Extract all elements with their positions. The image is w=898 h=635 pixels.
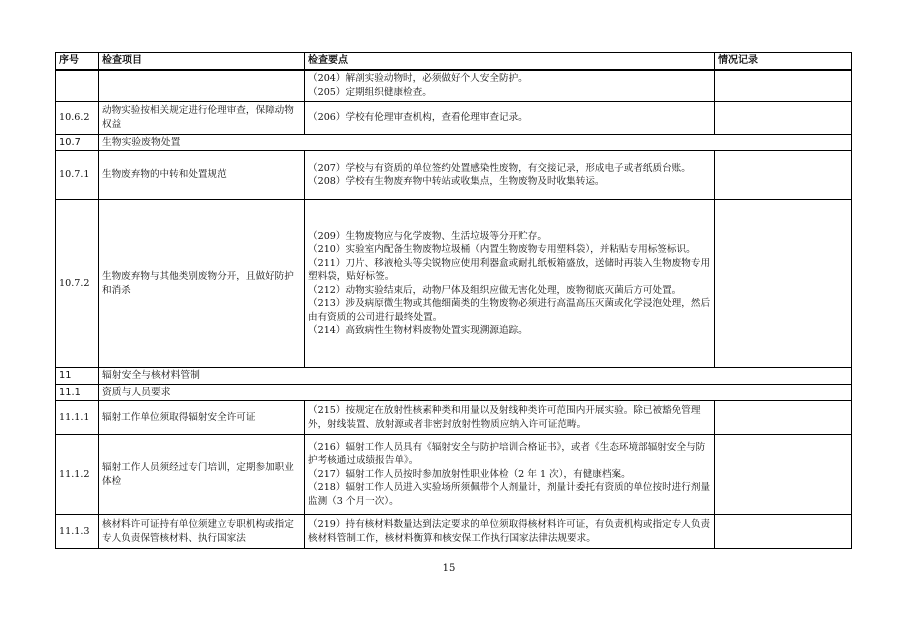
row-points	[305, 515, 715, 549]
record-cell[interactable]	[715, 200, 852, 368]
key-point: （207）学校与有资质的单位签约处置感染性废物，有交接记录，形成电子或者纸质台账。	[308, 162, 691, 174]
section-row	[56, 368, 852, 385]
table-row	[56, 200, 852, 368]
record-cell[interactable]	[715, 101, 852, 134]
header-item: 检查项目	[99, 53, 305, 71]
record-cell[interactable]	[715, 70, 852, 101]
key-point: （219）持有核材料数量达到法定要求的单位须取得核材料许可证，有负责机构或指定专人负责核材料管制工作，核材料衡算和核安保工作执行国家法律法规要求。	[308, 519, 711, 544]
table-row	[56, 435, 852, 515]
row-points	[305, 435, 715, 515]
key-point: （214）高致病性生物材料废物处置实现溯源追踪。	[308, 325, 528, 336]
section-title: 生物实验废物处置	[99, 134, 852, 151]
header-no: 序号	[56, 53, 99, 71]
row-no: 11.1.2	[56, 435, 99, 515]
header-record: 情况记录	[715, 53, 852, 71]
table-row	[56, 151, 852, 200]
record-cell[interactable]	[715, 401, 852, 435]
row-item: 核材料许可证持有单位须建立专职机构或指定专人负责保管核材料、执行国家法	[99, 515, 305, 549]
row-points	[305, 70, 715, 101]
section-no: 11	[56, 368, 99, 385]
record-cell[interactable]	[715, 435, 852, 515]
section-title: 辐射安全与核材料管制	[99, 368, 852, 385]
key-point: （215）按规定在放射性核素种类和用量以及射线种类许可范围内开展实验。除已被豁免管理外，射线装置、放射源或者非密封放射性物质应纳入许可证范畴。	[308, 405, 701, 430]
key-point: （205）定期组织健康检查。	[308, 86, 432, 98]
row-item: 动物实验按相关规定进行伦理审查，保障动物权益	[99, 101, 305, 134]
row-no: 10.7.1	[56, 151, 99, 200]
record-cell[interactable]	[715, 151, 852, 200]
row-points	[305, 401, 715, 435]
row-item: 生物废弃物的中转和处置规范	[99, 151, 305, 200]
key-point: （206）学校有伦理审查机构，查看伦理审查记录。	[308, 111, 528, 123]
key-point: （208）学校有生物废弃物中转站或收集点，生物废物及时收集转运。	[308, 176, 605, 187]
inspection-checklist-table	[55, 52, 852, 549]
key-point: （211）刀片、移液枪头等尖锐物应使用利器盒或耐扎纸板箱盛放，送储时再装入生物废物专用塑料袋，贴好标签。	[308, 257, 711, 282]
key-point: （218）辐射工作人员进入实验场所须佩带个人剂量计，剂量计委托有资质的单位按时进行剂量监测（3 个月一次）。	[308, 482, 711, 507]
row-item: 生物废弃物与其他类别废物分开，且做好防护和消杀	[99, 200, 305, 368]
table-header-row	[56, 53, 852, 71]
key-point: （217）辐射工作人员按时参加放射性职业体检（2 年 1 次），有健康档案。	[308, 468, 631, 480]
key-point: （212）动物实验结束后，动物尸体及组织应做无害化处理，废物彻底灭菌后方可处置。	[308, 284, 682, 296]
row-no	[56, 70, 99, 101]
key-point: （210）实验室内配备生物废物垃圾桶（内置生物废物专用塑料袋），并粘贴专用标签标识。	[308, 244, 696, 255]
key-point: （213）涉及病原微生物或其他细菌类的生物废物必须进行高温高压灭菌或化学浸泡处理，然后由有资质的公司进行最终处置。	[308, 298, 711, 323]
row-points	[305, 101, 715, 134]
table-row	[56, 401, 852, 435]
row-points	[305, 151, 715, 200]
row-no: 11.1.1	[56, 401, 99, 435]
key-point: （209）生物废物应与化学废物、生活垃圾等分开贮存。	[308, 230, 547, 242]
page-number: 15	[442, 563, 456, 574]
record-cell[interactable]	[715, 515, 852, 549]
table-row	[56, 101, 852, 134]
table-row	[56, 515, 852, 549]
row-no: 11.1.3	[56, 515, 99, 549]
key-point: （204）解剖实验动物时，必须做好个人安全防护。	[308, 73, 528, 85]
row-no: 10.6.2	[56, 101, 99, 134]
row-item: 辐射工作单位须取得辐射安全许可证	[99, 401, 305, 435]
row-item	[99, 70, 305, 101]
section-title: 资质与人员要求	[99, 384, 852, 401]
table-row	[56, 70, 852, 101]
header-key-points: 检查要点	[305, 53, 715, 71]
section-no: 11.1	[56, 384, 99, 401]
row-points	[305, 200, 715, 368]
section-row	[56, 384, 852, 401]
inspection-table-page	[55, 52, 851, 549]
key-point: （216）辐射工作人员具有《辐射安全与防护培训合格证书》，或者《生态环境部辐射安全与防护考核通过成绩报告单》。	[308, 441, 706, 467]
section-no: 10.7	[56, 134, 99, 151]
section-row	[56, 134, 852, 151]
row-no: 10.7.2	[56, 200, 99, 368]
row-item: 辐射工作人员须经过专门培训，定期参加职业体检	[99, 435, 305, 515]
